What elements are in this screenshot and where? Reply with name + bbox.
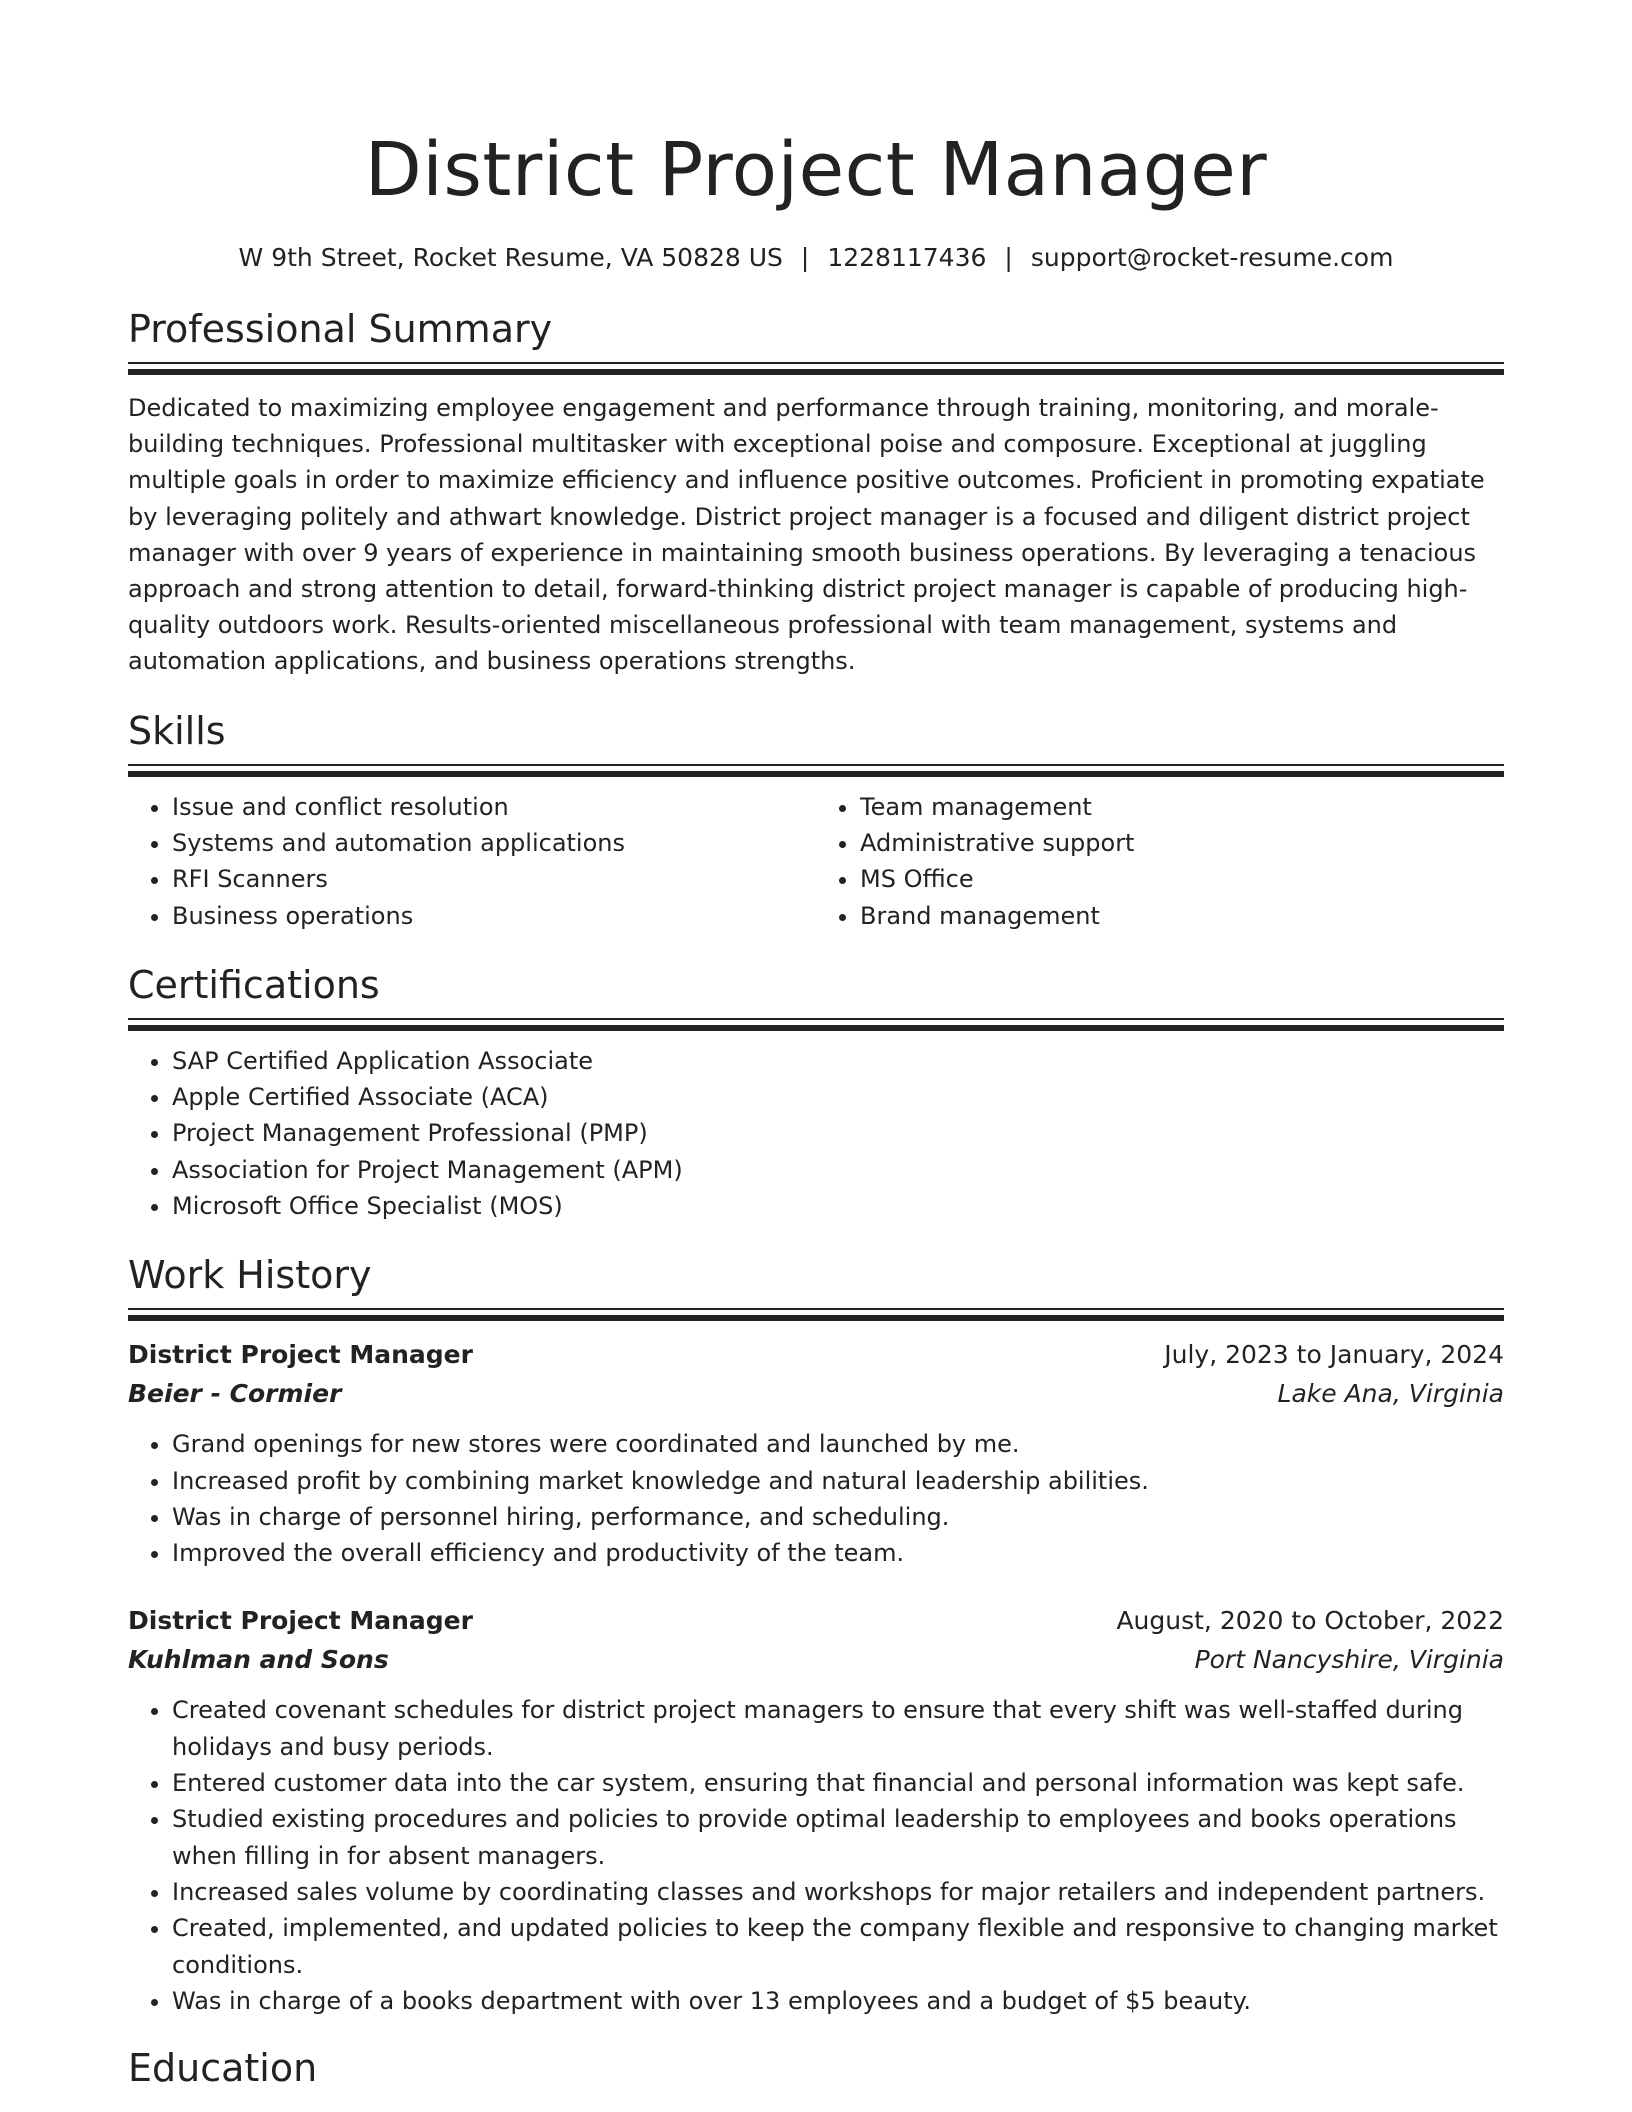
- skills-list-right: [816, 789, 1504, 934]
- skill-item: • RFI Scanners: [172, 861, 816, 897]
- job-bullet: • Was in charge of a books department with over 13 employees and a budget of $5 beauty.: [172, 1983, 1504, 2019]
- work-history-section: [128, 1250, 1504, 2019]
- skill-item: • MS Office: [860, 861, 1504, 897]
- certification-item: • Association for Project Management (APM): [172, 1152, 1504, 1188]
- job-bullets: [128, 1692, 1504, 2019]
- job-title: District Project Manager: [128, 1606, 473, 1636]
- skill-item: • Administrative support: [860, 825, 1504, 861]
- certification-item: • Project Management Professional (PMP): [172, 1115, 1504, 1151]
- job-entry: [128, 1335, 1504, 1571]
- contact-separator: |: [800, 243, 810, 272]
- certifications-section: [128, 960, 1504, 1224]
- skills-grid: [128, 789, 1504, 934]
- job-dates: August, 2020 to October, 2022: [1116, 1606, 1504, 1636]
- job-bullets: [128, 1426, 1504, 1571]
- job-subheader-row: [128, 1640, 1504, 1679]
- section-title-skills: Skills: [128, 708, 226, 753]
- skill-item: • Issue and conflict resolution: [172, 789, 816, 825]
- job-header-row: [128, 1335, 1504, 1374]
- resume-page: [128, 0, 1504, 2093]
- job-entry: [128, 1601, 1504, 2019]
- skills-section: [128, 706, 1504, 934]
- certification-item: • SAP Certified Application Associate: [172, 1043, 1504, 1079]
- section-title-education: Education: [128, 2046, 318, 2091]
- contact-separator: |: [1004, 243, 1013, 272]
- skills-list-left: [128, 789, 816, 934]
- section-rule: [128, 1308, 1504, 1321]
- section-rule: [128, 764, 1504, 777]
- job-company: Beier - Cormier: [128, 1379, 342, 1409]
- job-subheader-row: [128, 1374, 1504, 1413]
- job-header-row: [128, 1601, 1504, 1640]
- skill-item: • Team management: [860, 789, 1504, 825]
- job-bullet: • Increased profit by combining market knowledge and natural leadership abilities.: [172, 1463, 1504, 1499]
- certification-item: • Microsoft Office Specialist (MOS): [172, 1188, 1504, 1224]
- skill-item: • Brand management: [860, 898, 1504, 934]
- resume-name: District Project Manager: [364, 127, 1268, 213]
- section-title-summary: Professional Summary: [128, 307, 553, 351]
- job-location: Lake Ana, Virginia: [1277, 1379, 1504, 1409]
- job-bullet: • Grand openings for new stores were coordinated and launched by me.: [172, 1426, 1504, 1462]
- job-title: District Project Manager: [128, 1340, 473, 1370]
- job-bullet: • Improved the overall efficiency and productivity of the team.: [172, 1535, 1504, 1571]
- section-title-certifications: Certifications: [128, 962, 380, 1007]
- section-rule: [128, 362, 1504, 375]
- job-bullet: • Studied existing procedures and policies to provide optimal leadership to employees and books operations when filling in for absent managers.: [172, 1801, 1504, 1874]
- certifications-list: [128, 1043, 1504, 1224]
- summary-section: [128, 304, 1504, 680]
- education-section: [128, 2043, 1504, 2093]
- contact-line: [128, 240, 1504, 276]
- job-dates: July, 2023 to January, 2024: [1164, 1340, 1504, 1370]
- job-location: Port Nancyshire, Virginia: [1194, 1645, 1504, 1675]
- skill-item: • Systems and automation applications: [172, 825, 816, 861]
- job-company: Kuhlman and Sons: [128, 1645, 389, 1675]
- job-bullet: • Was in charge of personnel hiring, performance, and scheduling.: [172, 1499, 1504, 1535]
- contact-address: W 9th Street, Rocket Resume, VA 50828 US: [238, 243, 783, 272]
- section-title-work-history: Work History: [128, 1253, 372, 1298]
- section-rule: [128, 1018, 1504, 1031]
- contact-phone: 1228117436: [827, 243, 987, 272]
- contact-email: support@rocket-resume.com: [1030, 243, 1394, 272]
- job-bullet: • Created covenant schedules for district project managers to ensure that every shift was well-staffed during holidays and busy periods.: [172, 1692, 1504, 1765]
- skill-item: • Business operations: [172, 898, 816, 934]
- certification-item: • Apple Certified Associate (ACA): [172, 1079, 1504, 1115]
- summary-text: Dedicated to maximizing employee engagement and performance through training, monitoring, and morale-building techniques. Professional multitasker with exceptional poise and composure. Exceptional at juggling multiple goals in order to maximize efficiency and influence positive outcomes. Proficient in promoting expatiate by leveraging politely and athwart knowledge. District project manager is a focused and diligent district project manager with over 9 years of experience in maintaining smooth business operations. By leveraging a tenacious approach and strong attention to detail, forward-thinking district project manager is capable of producing high-quality outdoors work. Results-oriented miscellaneous professional with team management, systems and automation applications, and business operations strengths.: [128, 394, 1485, 676]
- job-bullet: • Entered customer data into the car system, ensuring that financial and personal information was kept safe.: [172, 1765, 1504, 1801]
- job-bullet: • Created, implemented, and updated policies to keep the company flexible and responsive to changing market conditions.: [172, 1910, 1504, 1983]
- job-bullet: • Increased sales volume by coordinating classes and workshops for major retailers and independent partners.: [172, 1874, 1504, 1910]
